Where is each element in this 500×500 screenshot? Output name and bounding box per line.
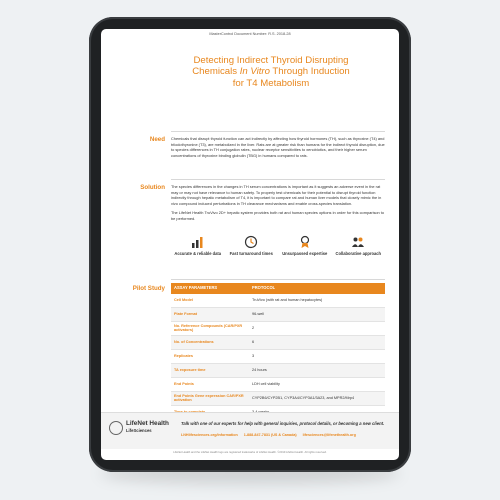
param-cell: End Points bbox=[171, 377, 249, 391]
lifenet-logo bbox=[109, 419, 169, 441]
table-row bbox=[171, 335, 385, 349]
feature-collaborative bbox=[334, 235, 382, 277]
value-cell: 24 hours bbox=[249, 363, 385, 377]
feature-label: Fast turnaround times bbox=[229, 251, 273, 256]
need-label: Need bbox=[149, 136, 165, 143]
title-line-3: for T4 Metabolism bbox=[232, 77, 310, 89]
clock-icon bbox=[244, 235, 258, 249]
logo-mark-icon bbox=[109, 421, 123, 435]
divider bbox=[171, 131, 385, 132]
feature-label: Accurate & reliable data bbox=[174, 251, 222, 256]
title-line-2-italic: In Vitro bbox=[239, 66, 270, 78]
document-title bbox=[171, 55, 371, 89]
protocol-table bbox=[171, 283, 385, 420]
param-cell: End Points Gene expression CAR/PXR activation bbox=[171, 391, 249, 405]
table-row bbox=[171, 377, 385, 391]
collaboration-icon bbox=[351, 235, 365, 249]
header-protocol: PROTOCOL bbox=[249, 283, 385, 294]
solution-text bbox=[171, 184, 385, 226]
param-cell: Plate Format bbox=[171, 307, 249, 321]
feature-expertise bbox=[281, 235, 329, 277]
value-cell: 3 bbox=[249, 349, 385, 363]
param-cell: Cell Model bbox=[171, 294, 249, 308]
table-row bbox=[171, 294, 385, 308]
logo-name: LifeNet Health bbox=[126, 420, 169, 427]
accuracy-icon bbox=[191, 235, 205, 249]
param-cell: Replicates bbox=[171, 349, 249, 363]
value-cell: LDH cell viability bbox=[249, 377, 385, 391]
logo-subtitle: LifeSciences bbox=[126, 428, 152, 433]
table-row bbox=[171, 363, 385, 377]
website-link[interactable]: LNHlifesciences.org/information bbox=[181, 433, 238, 437]
param-cell: TA exposure time bbox=[171, 363, 249, 377]
need-text bbox=[171, 136, 385, 162]
table-row bbox=[171, 349, 385, 363]
value-cell: 96-well bbox=[249, 307, 385, 321]
divider bbox=[171, 179, 385, 180]
param-cell: No. of Concentrations bbox=[171, 335, 249, 349]
expertise-icon bbox=[298, 235, 312, 249]
title-line-2a: Chemicals bbox=[192, 66, 240, 78]
value-cell: 6 bbox=[249, 335, 385, 349]
tablet-screen bbox=[101, 29, 399, 460]
table-row bbox=[171, 307, 385, 321]
feature-accuracy bbox=[174, 235, 222, 277]
value-cell: 2 bbox=[249, 321, 385, 335]
header-assay-parameters: ASSAY PARAMETERS bbox=[171, 283, 249, 294]
param-cell: No. Reference Compounds (CAR/PXR activators) bbox=[171, 321, 249, 335]
document-number: MasterControl Document Number: R.S. 2018-28 bbox=[209, 32, 291, 36]
table-header-row bbox=[171, 283, 385, 294]
value-cell: CYP2B6/CYP2B1, CYP3A4/CYP3A1/3A23, and MPR2/Mrp4 bbox=[249, 391, 385, 405]
value-cell: TruVivo (with rat and human hepatocytes) bbox=[249, 294, 385, 308]
contact-footer bbox=[101, 412, 399, 449]
title-line-2c: Through Induction bbox=[269, 66, 350, 78]
feature-label: Collaborative approach bbox=[335, 251, 381, 256]
divider bbox=[171, 279, 385, 280]
pilot-study-label: Pilot Study bbox=[132, 285, 165, 292]
contact-text: Talk with one of our experts for help with general inquiries, protocol details, or becoming a new client. bbox=[181, 421, 385, 426]
contact-links bbox=[181, 433, 393, 438]
need-paragraph: Chemicals that disrupt thyroid function can act indirectly by affecting how thyroid hormones (TH), such as thyroxine (T4) and triiodothyronine (T3), are metabolized in the liver. Rats are at greater risk than humans for the indirect thyroid disruption, due to species differences in TH conjugation rates, nuclear receptor sensitivities to xenobiotics, and their higher serum concentrations of thyroxine binding globulin (TBG) in humans compared to rats. bbox=[171, 136, 385, 158]
solution-label: Solution bbox=[140, 184, 165, 191]
phone-link[interactable]: 1-888-847-7831 (US & Canada) bbox=[243, 433, 297, 437]
table-row bbox=[171, 391, 385, 405]
solution-paragraph-2: The LifeNet Health TruVivo 2D+ hepatic system provides both rat and human species options in order for this comparison to be performed. bbox=[171, 210, 385, 221]
title-line-1: Detecting Indirect Thyroid Disrupting bbox=[193, 55, 349, 66]
feature-row bbox=[171, 235, 385, 277]
solution-paragraph-1: The species differences in the changes in TH serum concentrations is important as it suggests an adverse event in the rat may or may not have relevance to human safety. To properly test chemicals for their potential to disrupt thyroid function indirectly through hepatic metabolism of T4, it is important to compare rat and human liver models that closely mimic the in vivo compound induced perturbations in TH clearance mechanisms and enable cross-species translation. bbox=[171, 184, 382, 206]
tablet-device bbox=[89, 17, 411, 472]
feature-label: Unsurpassed expertise bbox=[282, 251, 328, 256]
fine-print: LifeNet Health and the LifeNet Health logo are registered trademarks of LifeNet Health. ©2019 LifeNet Health. All rights reserved. bbox=[173, 451, 327, 454]
feature-fast bbox=[227, 235, 275, 277]
email-link[interactable]: lifesciences@lifenethealth.org bbox=[302, 433, 356, 437]
table-row bbox=[171, 321, 385, 335]
